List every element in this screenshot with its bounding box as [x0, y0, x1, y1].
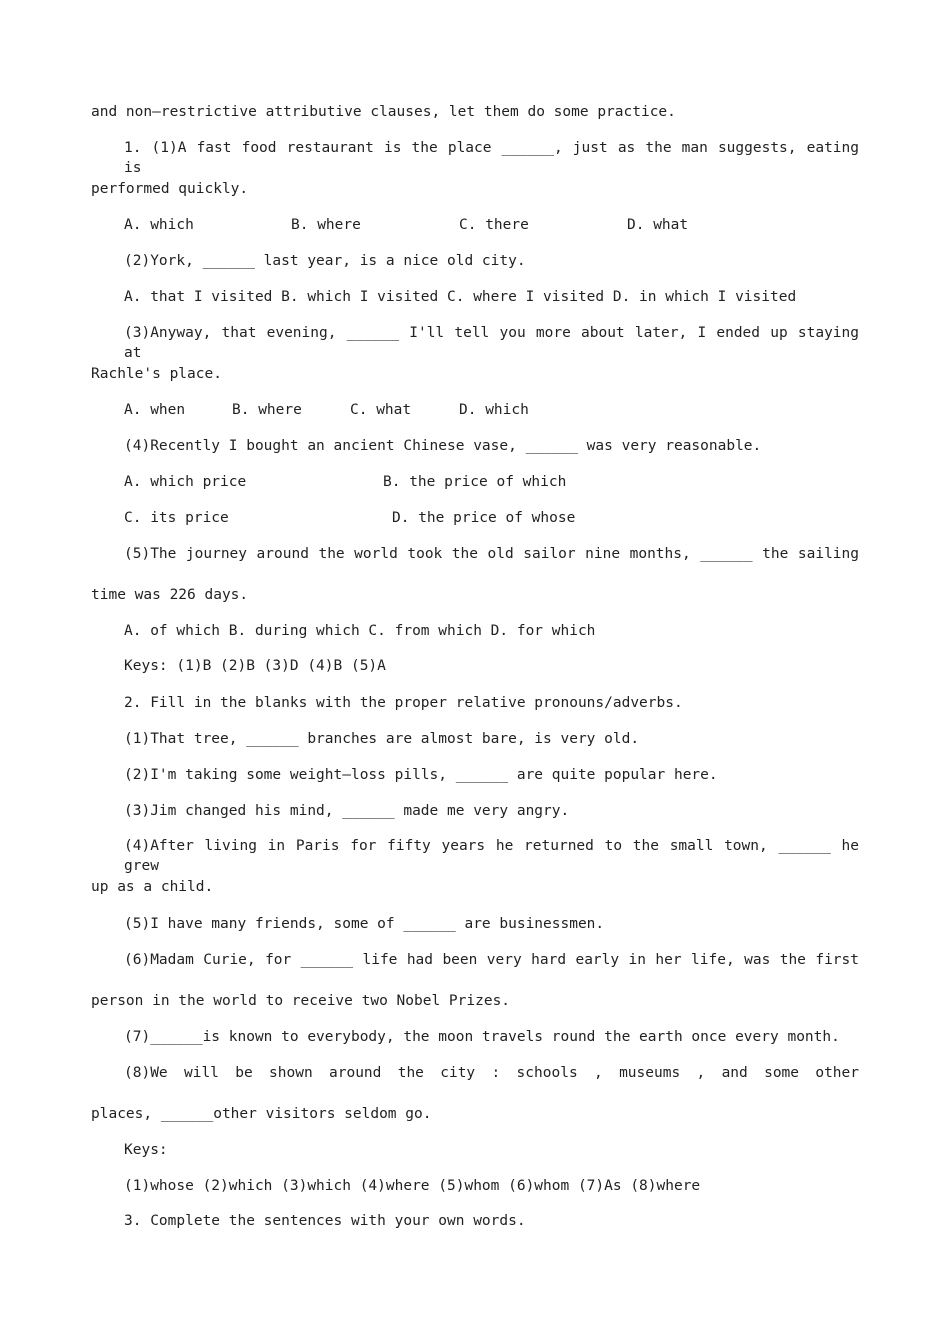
ex3-title: 3. Complete the sentences with your own words.: [124, 1213, 526, 1229]
ex1-question-1-cont: performed quickly.: [91, 181, 249, 197]
ex1-question-3: (3)Anyway, that evening, ______ I'll tell you more about later, I ended up staying at: [124, 325, 859, 361]
ex1-question-2-options: A. that I visited B. which I visited C. where I visited D. in which I visited: [124, 289, 797, 305]
intro-text: and non—restrictive attributive clauses, let them do some practice.: [91, 104, 676, 120]
option-c: C. what: [350, 402, 412, 418]
ex2-sentence-5: (5)I have many friends, some of ______ are businessmen.: [124, 916, 605, 932]
ex2-sentence-8-cont: places, ______other visitors seldom go.: [91, 1106, 432, 1122]
ex1-question-3-cont: Rachle's place.: [91, 366, 222, 382]
option-a: A. which price: [124, 474, 247, 490]
ex2-title: 2. Fill in the blanks with the proper relative pronouns/adverbs.: [124, 695, 683, 711]
option-d: D. what: [627, 217, 689, 233]
ex1-keys: Keys: (1)B (2)B (3)D (4)B (5)A: [124, 658, 386, 674]
ex2-sentence-4-cont: up as a child.: [91, 879, 214, 895]
ex2-sentence-1: (1)That tree, ______ branches are almost bare, is very old.: [124, 731, 640, 747]
ex2-keys-label: Keys:: [124, 1142, 168, 1158]
ex1-question-1: 1. (1)A fast food restaurant is the place ______, just as the man suggests, eating is: [124, 140, 859, 176]
ex1-question-1-options: [124, 215, 859, 235]
option-c: C. its price: [124, 510, 229, 526]
option-d: D. which: [459, 402, 529, 418]
ex1-question-4-options-row2: [124, 508, 859, 528]
option-c: C. there: [459, 217, 529, 233]
ex1-question-5: (5)The journey around the world took the old sailor nine months, ______ the sailing: [124, 546, 859, 562]
ex1-question-5-options: A. of which B. during which C. from which D. for which: [124, 623, 596, 639]
ex1-question-5-cont: time was 226 days.: [91, 587, 249, 603]
ex1-question-4-options-row1: [124, 472, 859, 492]
option-a: A. when: [124, 402, 186, 418]
ex2-sentence-3: (3)Jim changed his mind, ______ made me very angry.: [124, 803, 570, 819]
ex2-keys: (1)whose (2)which (3)which (4)where (5)whom (6)whom (7)As (8)where: [124, 1178, 701, 1194]
option-b: B. the price of which: [383, 474, 567, 490]
ex2-sentence-8: (8)We will be shown around the city : schools , museums , and some other: [124, 1065, 859, 1081]
ex2-sentence-7: (7)______is known to everybody, the moon travels round the earth once every month.: [124, 1029, 840, 1045]
option-d: D. the price of whose: [392, 510, 576, 526]
option-b: B. where: [291, 217, 361, 233]
ex2-sentence-2: (2)I'm taking some weight—loss pills, ______ are quite popular here.: [124, 767, 718, 783]
ex2-sentence-6-cont: person in the world to receive two Nobel Prizes.: [91, 993, 511, 1009]
ex2-sentence-4: (4)After living in Paris for fifty years he returned to the small town, ______ he grew: [124, 838, 859, 874]
ex1-question-3-options: [124, 400, 859, 420]
ex2-sentence-6: (6)Madam Curie, for ______ life had been very hard early in her life, was the first: [124, 952, 859, 968]
ex1-question-2: (2)York, ______ last year, is a nice old city.: [124, 253, 526, 269]
option-a: A. which: [124, 217, 194, 233]
option-b: B. where: [232, 402, 302, 418]
ex1-question-4: (4)Recently I bought an ancient Chinese vase, ______ was very reasonable.: [124, 438, 762, 454]
